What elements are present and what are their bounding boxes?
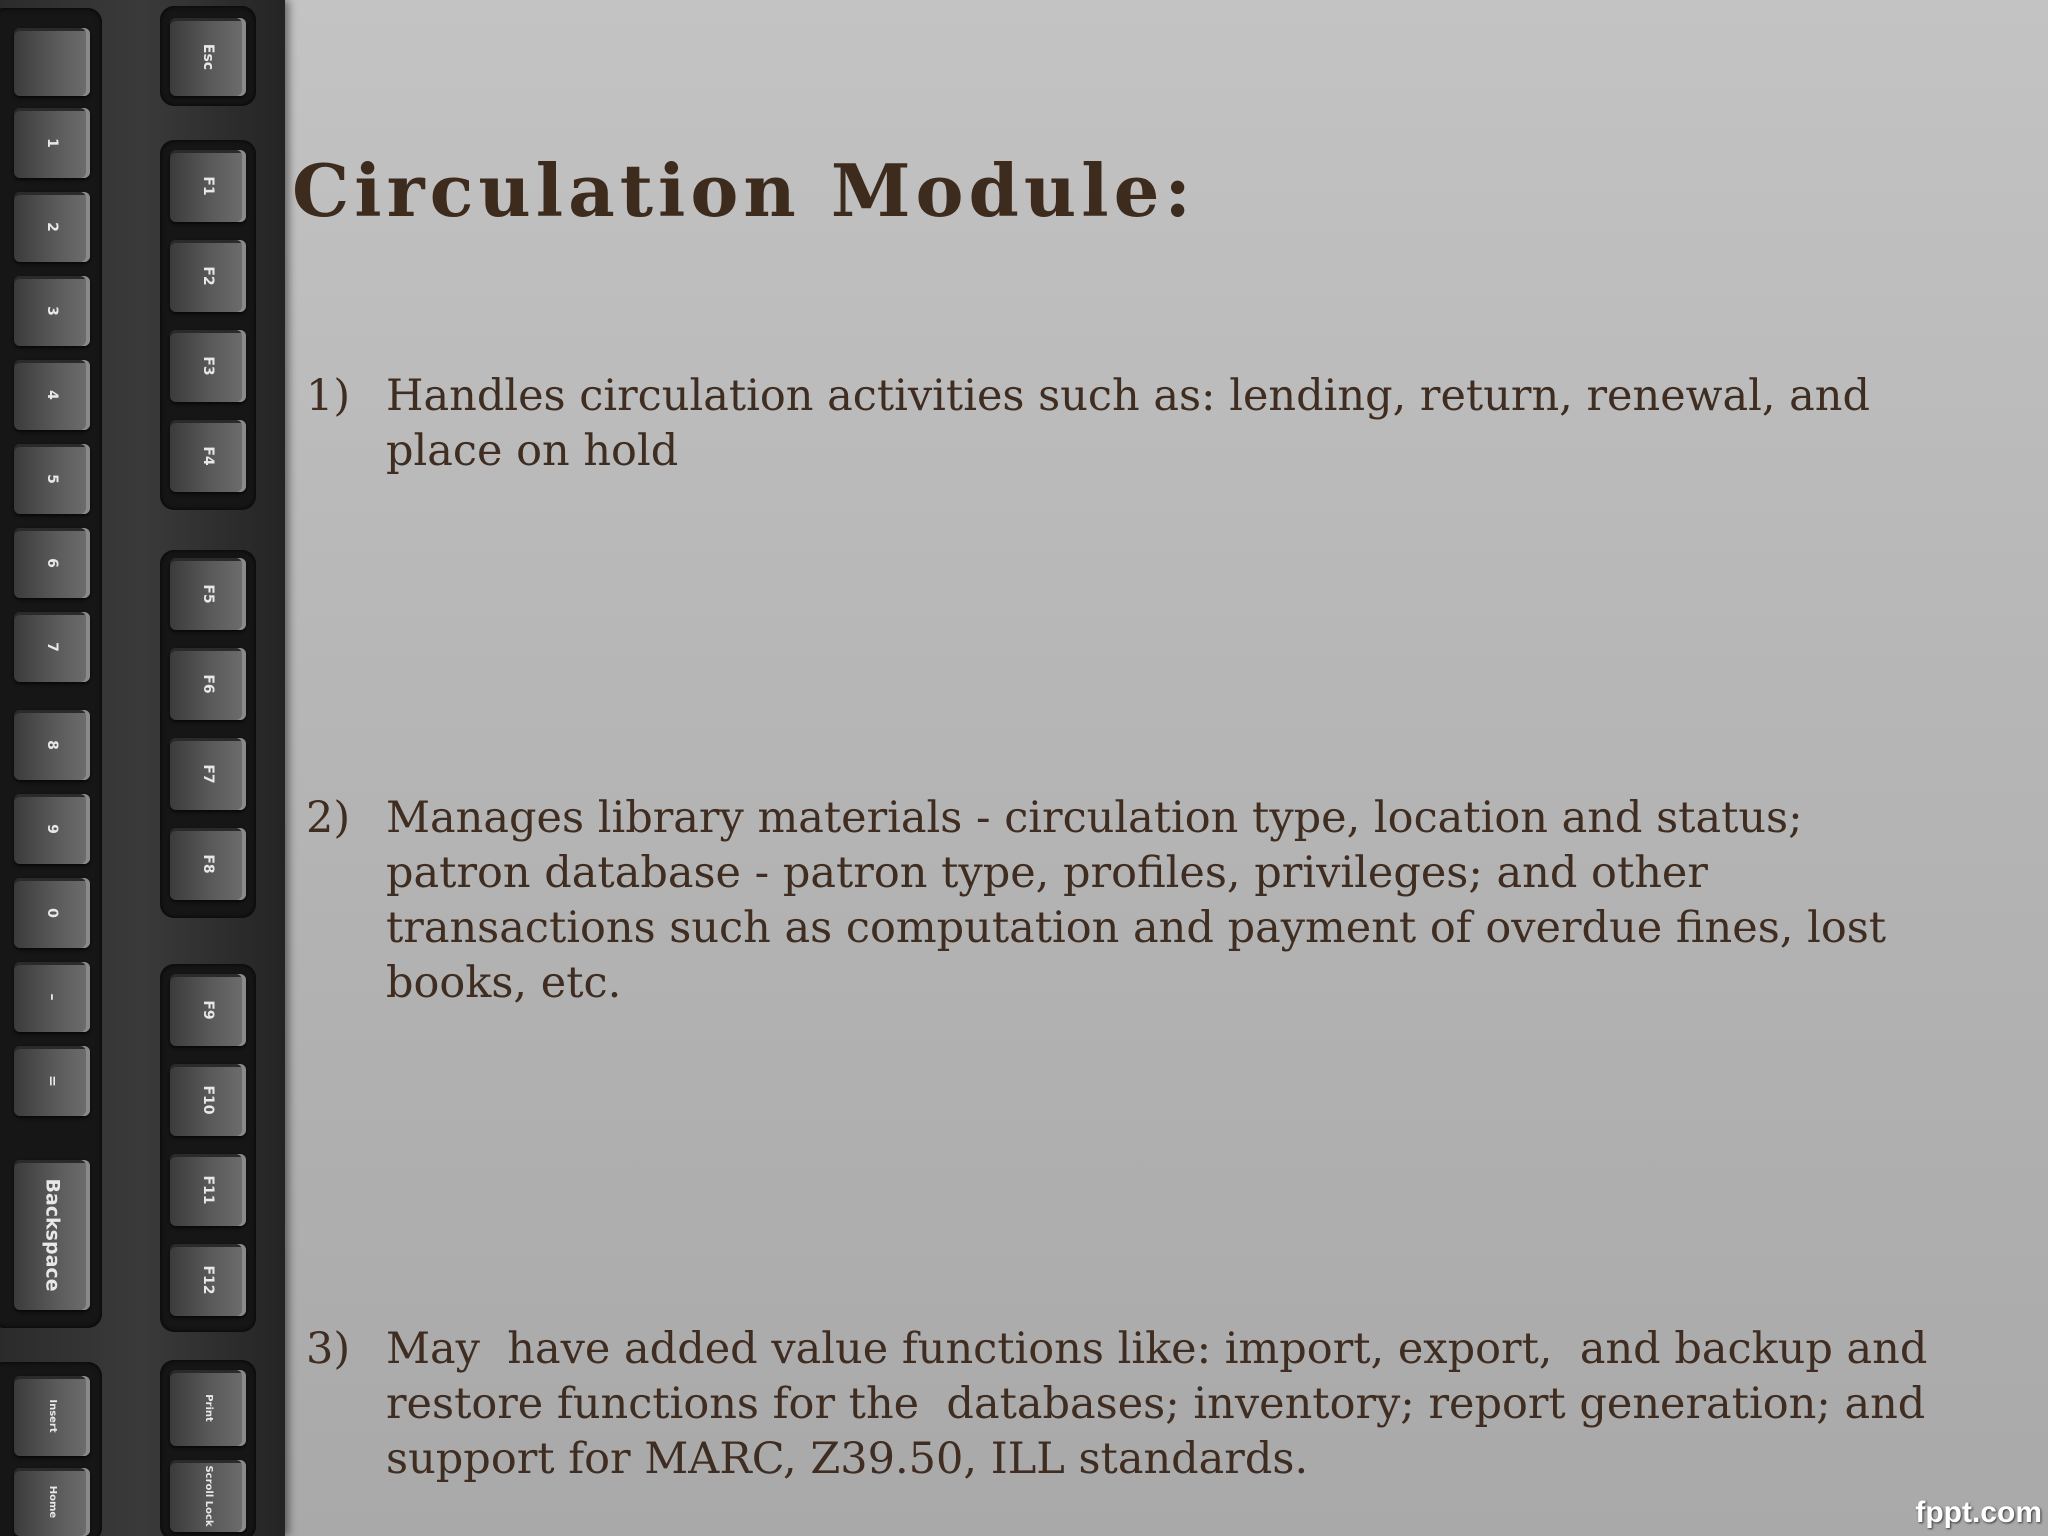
- key-f10: F10: [170, 1064, 246, 1136]
- key-4: 4: [14, 360, 90, 430]
- keyboard-image: [0, 0, 285, 1536]
- key-f3: F3: [170, 330, 246, 402]
- key-f8: F8: [170, 828, 246, 900]
- key-home: Home: [14, 1468, 90, 1536]
- key-6: 6: [14, 528, 90, 598]
- key-print: Print: [170, 1370, 246, 1446]
- key-5: 5: [14, 444, 90, 514]
- list-item-number: 3): [306, 1324, 351, 1374]
- key-minus: –: [14, 962, 90, 1032]
- list-item-number: 2): [306, 793, 351, 843]
- key-9: 9: [14, 794, 90, 864]
- key-blank: [14, 28, 90, 96]
- list-item-number: 1): [306, 371, 351, 421]
- list-item-text: Manages library materials - circulation type, location and status; patron database - patron type, profiles, privileges; and other transactions such as computation and payment of overdue fines, lost books, etc.: [386, 793, 1900, 1008]
- key-2: 2: [14, 192, 90, 262]
- key-f7: F7: [170, 738, 246, 810]
- key-f12: F12: [170, 1244, 246, 1316]
- key-f2: F2: [170, 240, 246, 312]
- key-0: 0: [14, 878, 90, 948]
- list-item-text: Handles circulation activities such as: lending, return, renewal, and place on hold: [386, 371, 1884, 476]
- key-scroll-lock: Scroll Lock: [170, 1460, 246, 1532]
- list-item-text: May have added value functions like: import, export, and backup and restore functions for the databases; inventory; report generation; and support for MARC, Z39.50, ILL standards.: [386, 1324, 1942, 1484]
- key-1: 1: [14, 108, 90, 178]
- key-insert: Insert: [14, 1376, 90, 1456]
- key-f4: F4: [170, 420, 246, 492]
- key-7: 7: [14, 612, 90, 682]
- watermark-logo: fppt.com: [1915, 1496, 2042, 1529]
- key-f9: F9: [170, 974, 246, 1046]
- key-esc: Esc: [170, 18, 246, 96]
- key-3: 3: [14, 276, 90, 346]
- key-f11: F11: [170, 1154, 246, 1226]
- key-f5: F5: [170, 558, 246, 630]
- key-8: 8: [14, 710, 90, 780]
- key-backspace: Backspace: [14, 1160, 90, 1310]
- key-f6: F6: [170, 648, 246, 720]
- key-f1: F1: [170, 150, 246, 222]
- key-equals: =: [14, 1046, 90, 1116]
- slide-title: Circulation Module:: [292, 148, 1196, 233]
